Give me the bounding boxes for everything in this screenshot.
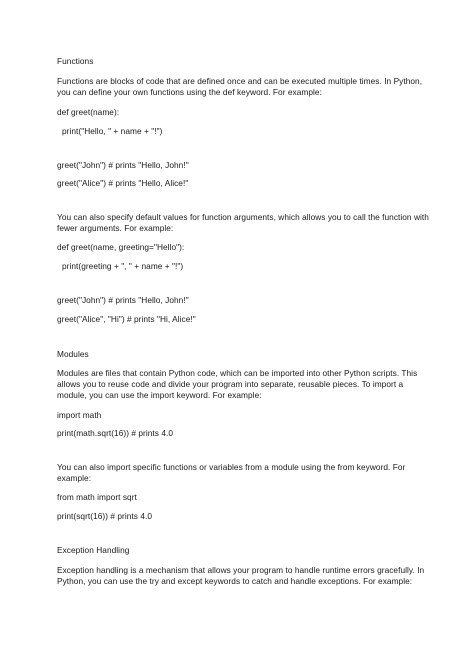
paragraph-line: Functions are blocks of code that are defined once and can be executed multiple times. In Python, xyxy=(57,76,423,86)
code-line: print(math.sqrt(16)) # prints 4.0 xyxy=(57,428,174,438)
section-heading-exception-handling: Exception Handling xyxy=(57,545,130,555)
code-line: greet("John") # prints "Hello, John!" xyxy=(57,160,189,170)
code-line: def greet(name, greeting="Hello"): xyxy=(57,242,185,252)
code-line: import math xyxy=(57,410,102,420)
code-line: print("Hello, " + name + "!") xyxy=(62,126,163,136)
code-line: greet("Alice", "Hi") # prints "Hi, Alice!" xyxy=(57,314,196,324)
paragraph-line: you can define your own functions using the def keyword. For example: xyxy=(57,87,322,97)
code-line: def greet(name): xyxy=(57,107,120,117)
code-line: from math import sqrt xyxy=(57,492,137,502)
paragraph-line: Python, you can use the try and except keywords to catch and handle exceptions. For example: xyxy=(57,576,413,586)
code-line: print(greeting + ", " + name + "!") xyxy=(62,261,184,271)
code-line: greet("Alice") # prints "Hello, Alice!" xyxy=(57,178,189,188)
code-line: print(sqrt(16)) # prints 4.0 xyxy=(57,511,153,521)
section-heading-modules: Modules xyxy=(57,349,89,359)
paragraph-line: fewer arguments. For example: xyxy=(57,223,174,233)
paragraph-line: example: xyxy=(57,473,92,483)
paragraph-line: allows you to reuse code and divide your program into separate, reusable pieces. To import a xyxy=(57,379,404,389)
paragraph-line: Modules are files that contain Python code, which can be imported into other Python scripts. This xyxy=(57,368,418,378)
paragraph-line: You can also import specific functions or variables from a module using the from keyword. For xyxy=(57,462,406,472)
section-heading-functions: Functions xyxy=(57,56,94,66)
code-line: greet("John") # prints "Hello, John!" xyxy=(57,295,189,305)
paragraph-line: Exception handling is a mechanism that allows your program to handle runtime errors gracefully. In xyxy=(57,565,425,575)
paragraph-line: module, you can use the import keyword. For example: xyxy=(57,390,262,400)
paragraph-line: You can also specify default values for function arguments, which allows you to call the function with xyxy=(57,212,429,222)
